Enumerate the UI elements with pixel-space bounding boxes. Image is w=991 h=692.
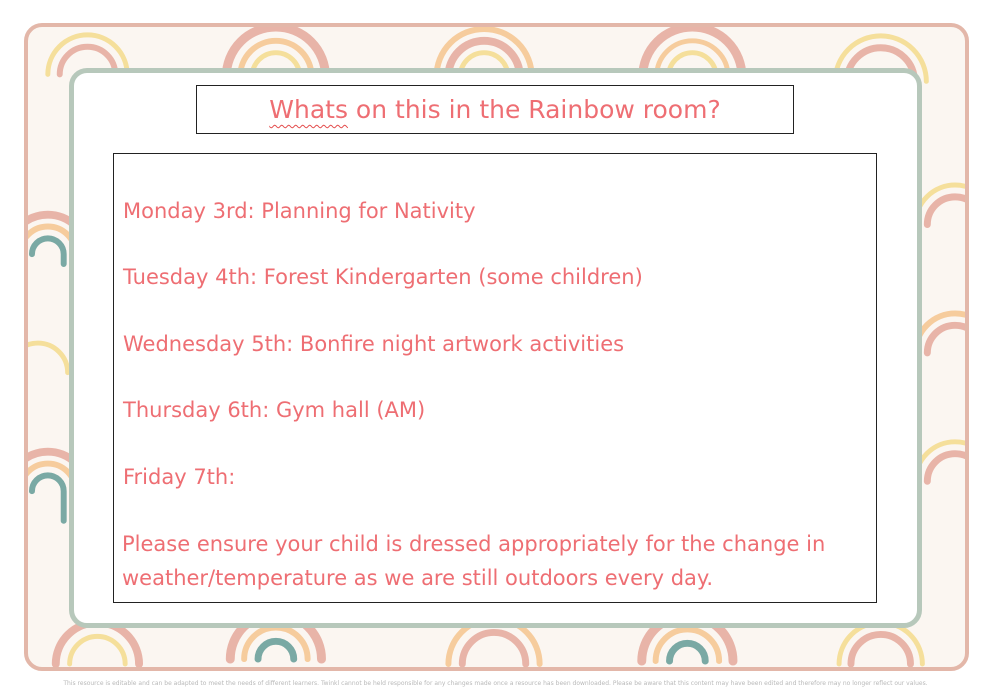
schedule-friday: Friday 7th: bbox=[123, 465, 236, 489]
notice-line-2: weather/temperature as we are still outdoors every day. bbox=[122, 566, 714, 590]
title-rest: on this in the Rainbow room? bbox=[347, 95, 721, 124]
title-misspelled-word: Whats bbox=[269, 95, 348, 124]
schedule-box bbox=[113, 153, 877, 603]
rainbow-decoration bbox=[915, 313, 965, 353]
schedule-tuesday: Tuesday 4th: Forest Kindergarten (some children) bbox=[123, 265, 643, 289]
page-title bbox=[269, 95, 720, 124]
rainbow-decoration bbox=[915, 442, 965, 482]
schedule-monday: Monday 3rd: Planning for Nativity bbox=[123, 199, 476, 223]
notice-line-1: Please ensure your child is dressed appropriately for the change in bbox=[122, 532, 826, 556]
rainbow-decoration bbox=[839, 623, 922, 664]
weather-notice bbox=[122, 527, 872, 595]
rainbow-decoration bbox=[28, 343, 68, 373]
schedule-thursday: Thursday 6th: Gym hall (AM) bbox=[123, 398, 426, 422]
title-box bbox=[196, 85, 794, 134]
rainbow-decoration bbox=[56, 623, 139, 664]
schedule-wednesday: Wednesday 5th: Bonfire night artwork activities bbox=[123, 332, 625, 356]
rainbow-decoration bbox=[915, 185, 965, 225]
footer-disclaimer: This resource is editable and can be adapted to meet the needs of different learners. Twinkl cannot be held responsible for any changes made once a resource has been downloaded. Please be aware that this content may have been edited and therefore may no longer reflect our values. bbox=[63, 680, 928, 687]
